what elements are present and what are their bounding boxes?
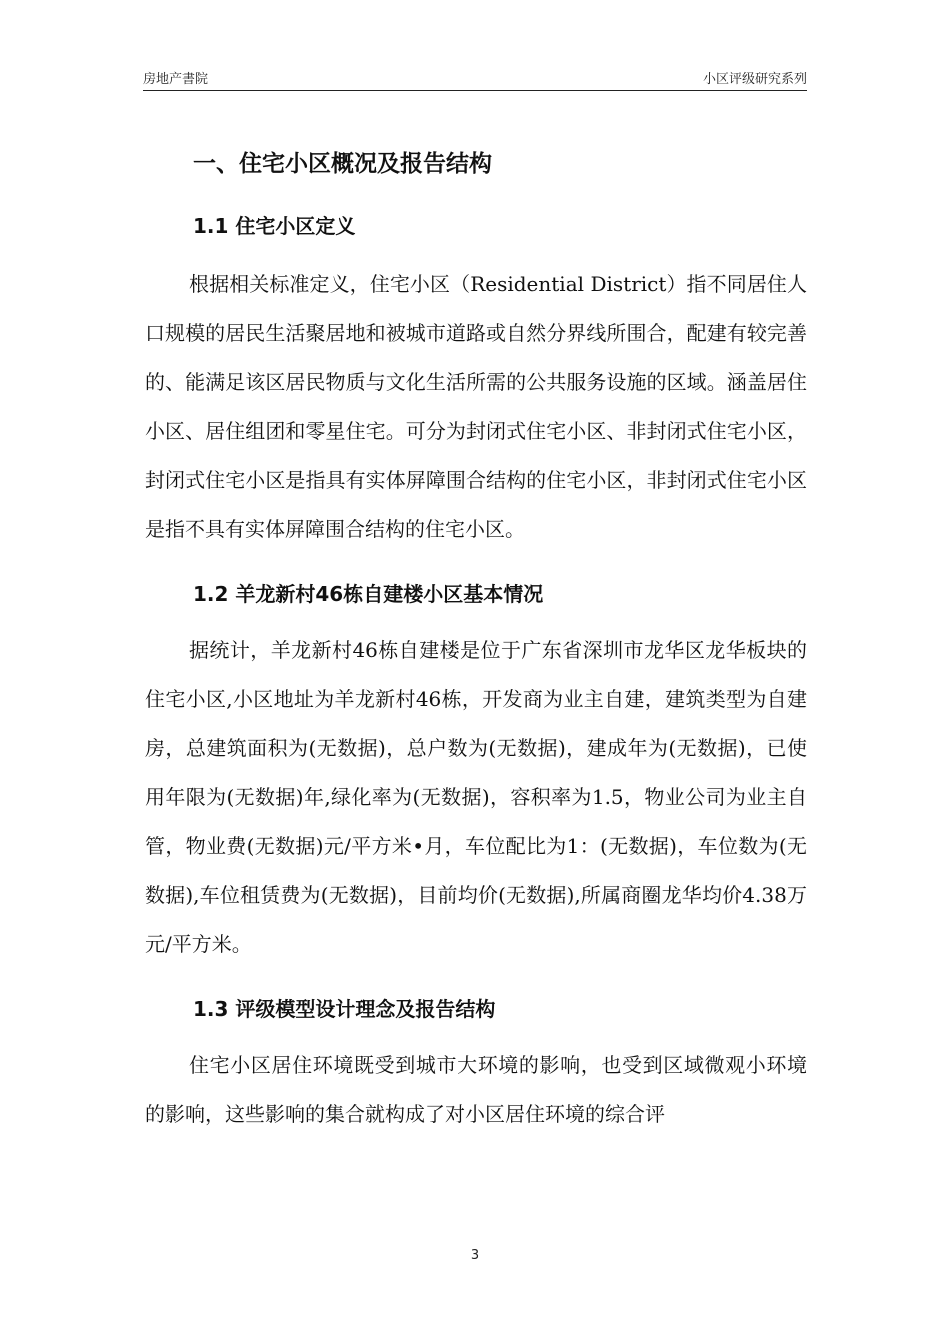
paragraph-1-2: 据统计，羊龙新村46栋自建楼是位于广东省深圳市龙华区龙华板块的住宅小区,小区地址为羊龙新村46栋，开发商为业主自建，建筑类型为自建房，总建筑面积为(无数据)，总户数为(无数据)，建成年为(无数据)，已使用年限为(无数据)年,绿化率为(无数据)，容积率为1.5，物业公司为业主自管，物业费(无数据)元/平方米•月，车位配比为1：(无数据)，车位数为(无数据),车位租赁费为(无数据)，目前均价(无数据),所属商圈龙华均价4.38万元/平方米。 <box>145 638 807 956</box>
document-body <box>145 140 807 1139</box>
page-number: 3 <box>470 1248 480 1263</box>
paragraph-1-1: 根据相关标准定义，住宅小区（Residential District）指不同居住人口规模的居民生活聚居地和被城市道路或自然分界线所围合，配建有较完善的、能满足该区居民物质与文化生活所需的公共服务设施的区域。涵盖居住小区、居住组团和零星住宅。可分为封闭式住宅小区、非封闭式住宅小区，封闭式住宅小区是指具有实体屏障围合结构的住宅小区，非封闭式住宅小区是指不具有实体屏障围合结构的住宅小区。 <box>145 272 807 541</box>
subsection-heading-1-3: 1.3 评级模型设计理念及报告结构 <box>193 997 496 1021</box>
page-header <box>143 66 807 91</box>
section-title: 一、住宅小区概况及报告结构 <box>193 151 492 177</box>
subsection-heading-1-2: 1.2 羊龙新村46栋自建楼小区基本情况 <box>193 582 544 606</box>
header-publisher: 房地产書院 <box>143 72 209 87</box>
paragraph-1-3: 住宅小区居住环境既受到城市大环境的影响，也受到区域微观小环境的影响，这些影响的集合就构成了对小区居住环境的综合评 <box>145 1053 807 1126</box>
header-series-title: 小区评级研究系列 <box>702 72 807 87</box>
subsection-heading-1-1: 1.1 住宅小区定义 <box>193 214 356 238</box>
